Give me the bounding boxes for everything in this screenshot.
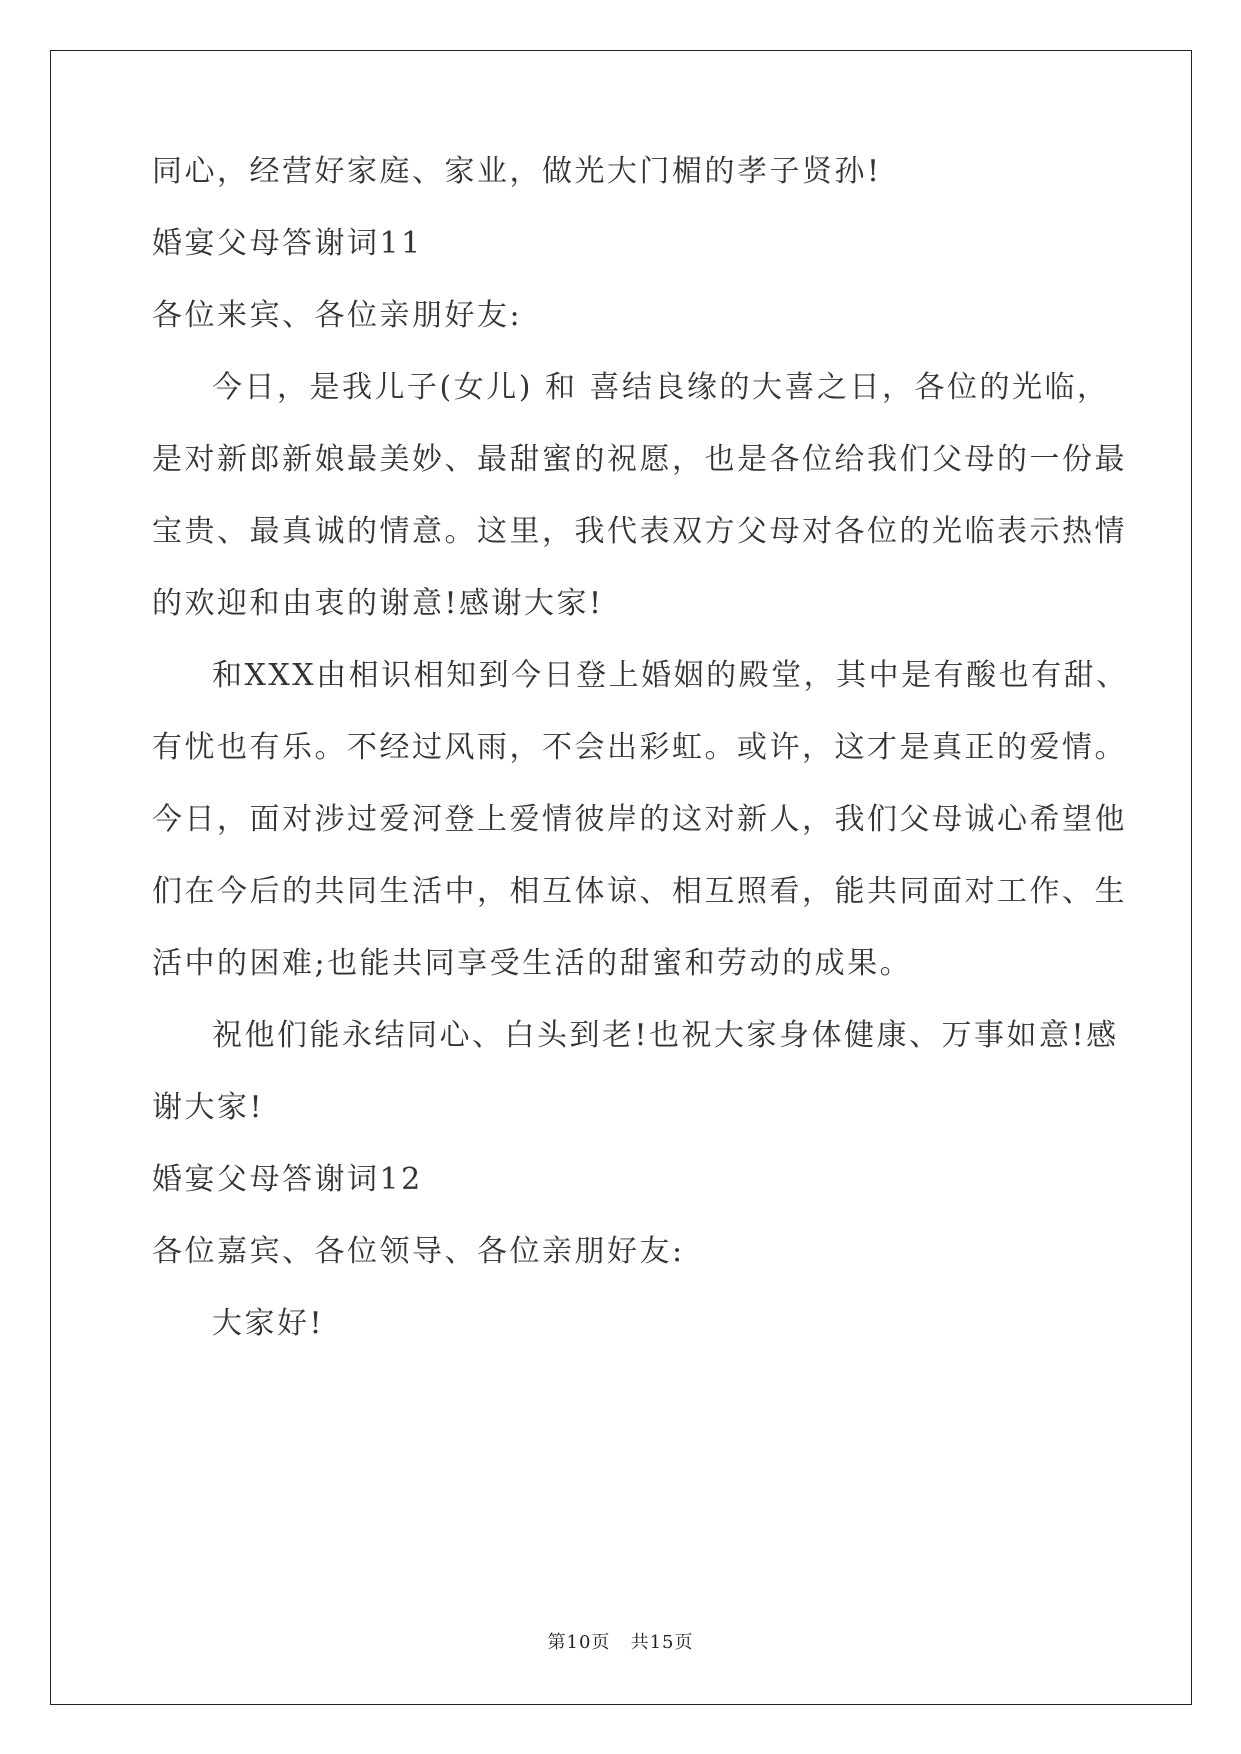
- section-heading: 婚宴父母答谢词12: [152, 1162, 423, 1197]
- body-line: 祝他们能永结同心、白头到老!也祝大家身体健康、万事如意!感: [212, 1018, 1119, 1053]
- salutation: 各位来宾、各位亲朋好友:: [152, 298, 523, 333]
- body-line: 是对新郎新娘最美妙、最甜蜜的祝愿，也是各位给我们父母的一份最: [152, 442, 1127, 477]
- body-line: 们在今后的共同生活中，相互体谅、相互照看，能共同面对工作、生: [152, 874, 1127, 909]
- page-total: 共15页: [630, 1632, 694, 1653]
- body-line: 的欢迎和由衷的谢意!感谢大家!: [152, 586, 604, 621]
- body-line: 谢大家!: [152, 1090, 265, 1125]
- body-line: 和XXX由相识相知到今日登上婚姻的殿堂，其中是有酸也有甜、: [212, 658, 1129, 693]
- page-footer: [0, 1628, 1241, 1654]
- salutation: 各位嘉宾、各位领导、各位亲朋好友:: [152, 1234, 685, 1269]
- body-line: 有忧也有乐。不经过风雨，不会出彩虹。或许，这才是真正的爱情。: [152, 730, 1127, 765]
- body-line: 活中的困难;也能共同享受生活的甜蜜和劳动的成果。: [152, 946, 913, 981]
- body-line: 今日，面对涉过爱河登上爱情彼岸的这对新人，我们父母诚心希望他: [152, 802, 1127, 837]
- greeting: 大家好!: [212, 1306, 325, 1341]
- body-line: 同心，经营好家庭、家业，做光大门楣的孝子贤孙!: [152, 154, 882, 189]
- body-line: 今日，是我儿子(女儿) 和 喜结良缘的大喜之日，各位的光临，: [212, 370, 1110, 405]
- section-heading: 婚宴父母答谢词11: [152, 226, 423, 261]
- page-number: 第10页: [547, 1632, 611, 1653]
- body-line: 宝贵、最真诚的情意。这里，我代表双方父母对各位的光临表示热情: [152, 514, 1127, 549]
